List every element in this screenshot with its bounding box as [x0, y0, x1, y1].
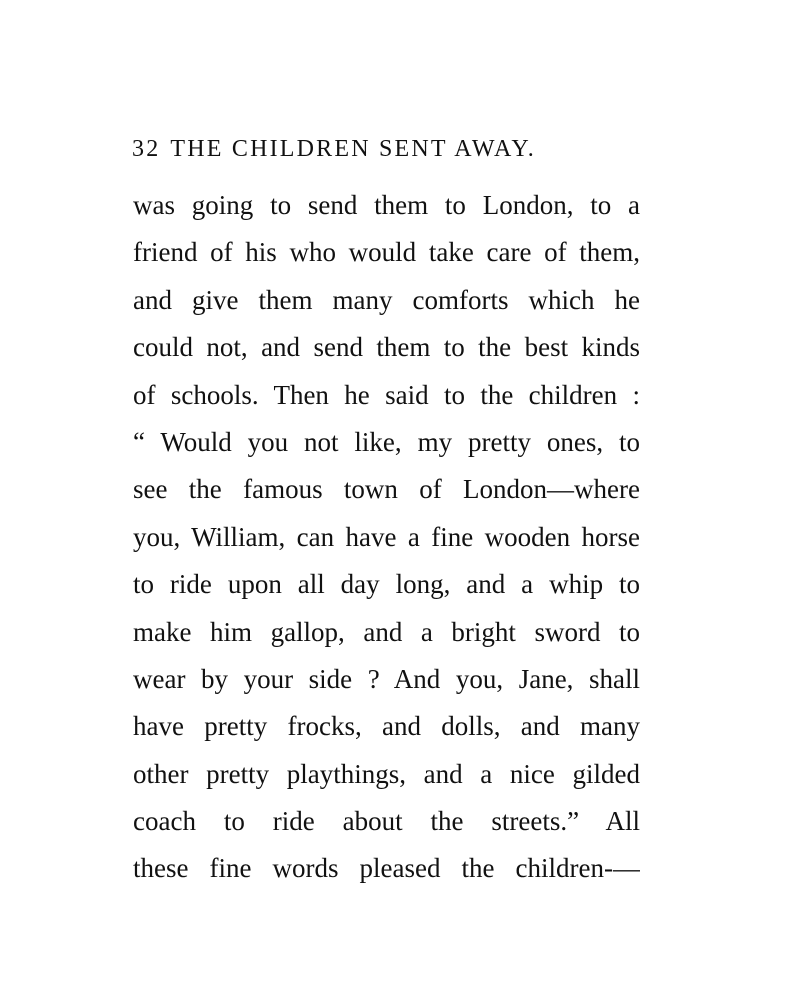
- text-line: coach to ride about the streets.” All: [133, 806, 640, 837]
- text-line: could not, and send them to the best kinds: [133, 332, 640, 363]
- text-line: other pretty playthings, and a nice gilded: [133, 758, 640, 789]
- body-text: [133, 182, 640, 893]
- text-line: wear by your side ? And you, Jane, shall: [133, 663, 640, 694]
- text-line: see the famous town of London—where: [133, 474, 640, 505]
- page-number: 32: [132, 136, 161, 162]
- text-line: “ Would you not like, my pretty ones, to: [133, 426, 640, 457]
- text-line: you, William, can have a fine wooden horse: [133, 521, 640, 552]
- running-title: THE CHILDREN SENT AWAY.: [170, 136, 536, 162]
- text-line: have pretty frocks, and dolls, and many: [133, 711, 640, 742]
- text-line: and give them many comforts which he: [133, 284, 640, 315]
- text-line: of schools. Then he said to the children :: [133, 379, 640, 410]
- text-line: to ride upon all day long, and a whip to: [133, 569, 640, 600]
- text-line: make him gallop, and a bright sword to: [133, 616, 640, 647]
- text-line: these fine words pleased the children-—: [133, 853, 640, 884]
- text-line: was going to send them to London, to a: [133, 190, 640, 220]
- text-line: friend of his who would take care of them,: [133, 237, 640, 268]
- running-head: [132, 132, 642, 166]
